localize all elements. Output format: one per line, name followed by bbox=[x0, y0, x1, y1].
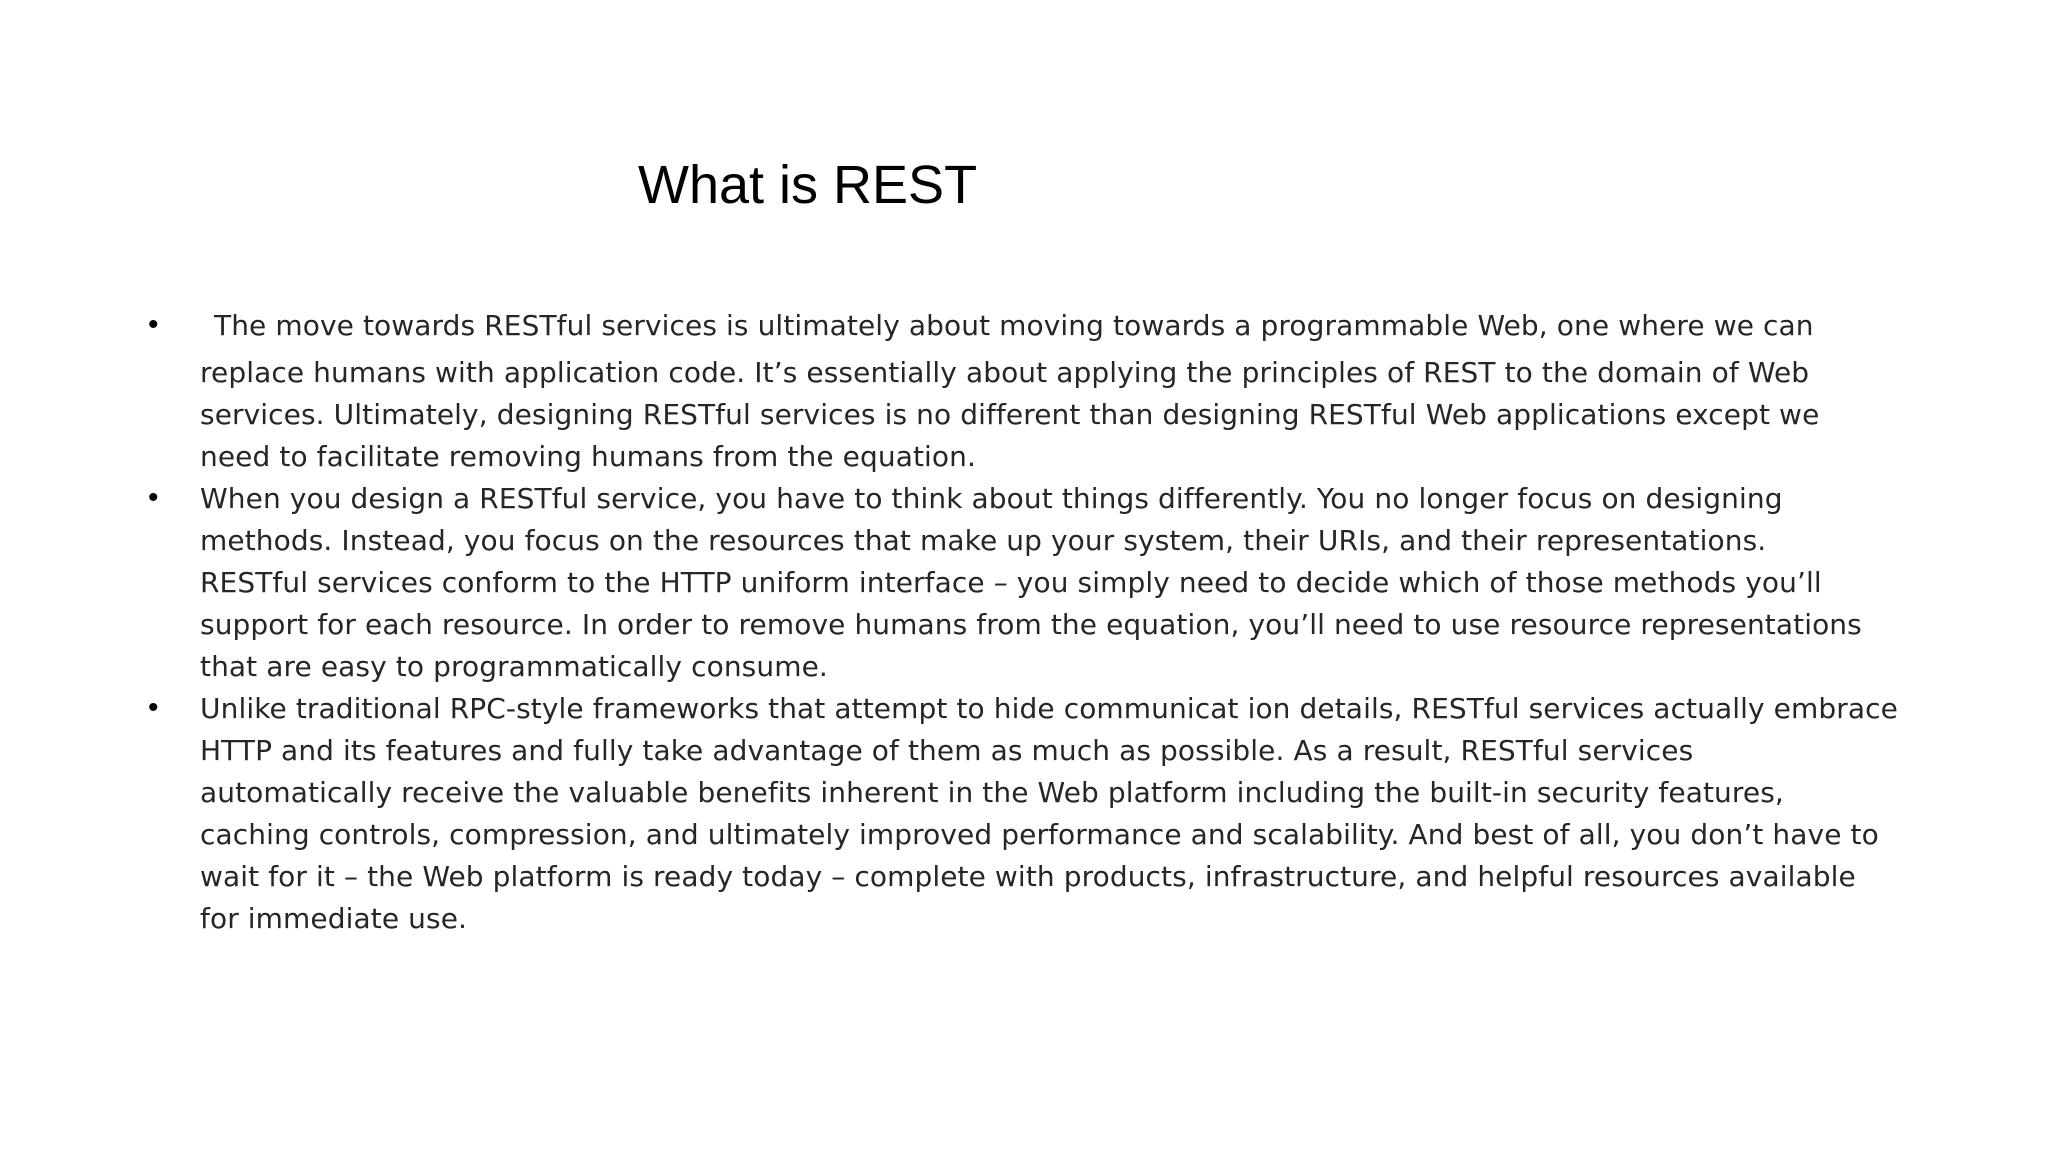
paragraph-line: that are easy to programmatically consume. bbox=[200, 650, 828, 683]
bullet-item-rpc-comparison bbox=[148, 688, 1940, 940]
bullet-list bbox=[148, 305, 1940, 940]
bullet-item-restful-web bbox=[148, 305, 1940, 478]
paragraph-line: for immediate use. bbox=[200, 902, 468, 935]
paragraph-line: support for each resource. In order to remove humans from the equation, you’ll need to use resource representations bbox=[200, 608, 1862, 641]
paragraph-line: caching controls, compression, and ultimately improved performance and scalability. And best of all, you don’t have to bbox=[200, 818, 1879, 851]
paragraph-line: Unlike traditional RPC-style frameworks that attempt to hide communicat ion details, RESTful services actually embrace bbox=[200, 692, 1898, 725]
slide-title: What is REST bbox=[638, 155, 978, 215]
paragraph-line: need to facilitate removing humans from the equation. bbox=[200, 440, 976, 473]
paragraph-line: RESTful services conform to the HTTP uniform interface – you simply need to decide which of those methods you’ll bbox=[200, 566, 1822, 599]
bullet-icon: • bbox=[148, 481, 159, 514]
paragraph-line: The move towards RESTful services is ultimately about moving towards a programmable Web, one where we can bbox=[214, 309, 1814, 342]
bullet-icon: • bbox=[148, 308, 159, 341]
paragraph-line: methods. Instead, you focus on the resources that make up your system, their URIs, and their representations. bbox=[200, 524, 1767, 557]
paragraph-line: replace humans with application code. It’s essentially about applying the principles of REST to the domain of Web bbox=[200, 356, 1810, 389]
paragraph-line: automatically receive the valuable benefits inherent in the Web platform including the built-in security features, bbox=[200, 776, 1784, 809]
bullet-icon: • bbox=[148, 691, 159, 724]
bullet-item-design-service bbox=[148, 478, 1940, 688]
paragraph-line: services. Ultimately, designing RESTful services is no different than designing RESTful Web applications except we bbox=[200, 398, 1820, 431]
paragraph-line: When you design a RESTful service, you have to think about things differently. You no longer focus on designing bbox=[200, 482, 1783, 515]
paragraph-line: HTTP and its features and fully take advantage of them as much as possible. As a result, RESTful services bbox=[200, 734, 1694, 767]
paragraph-line: wait for it – the Web platform is ready today – complete with products, infrastructure, and helpful resources available bbox=[200, 860, 1856, 893]
